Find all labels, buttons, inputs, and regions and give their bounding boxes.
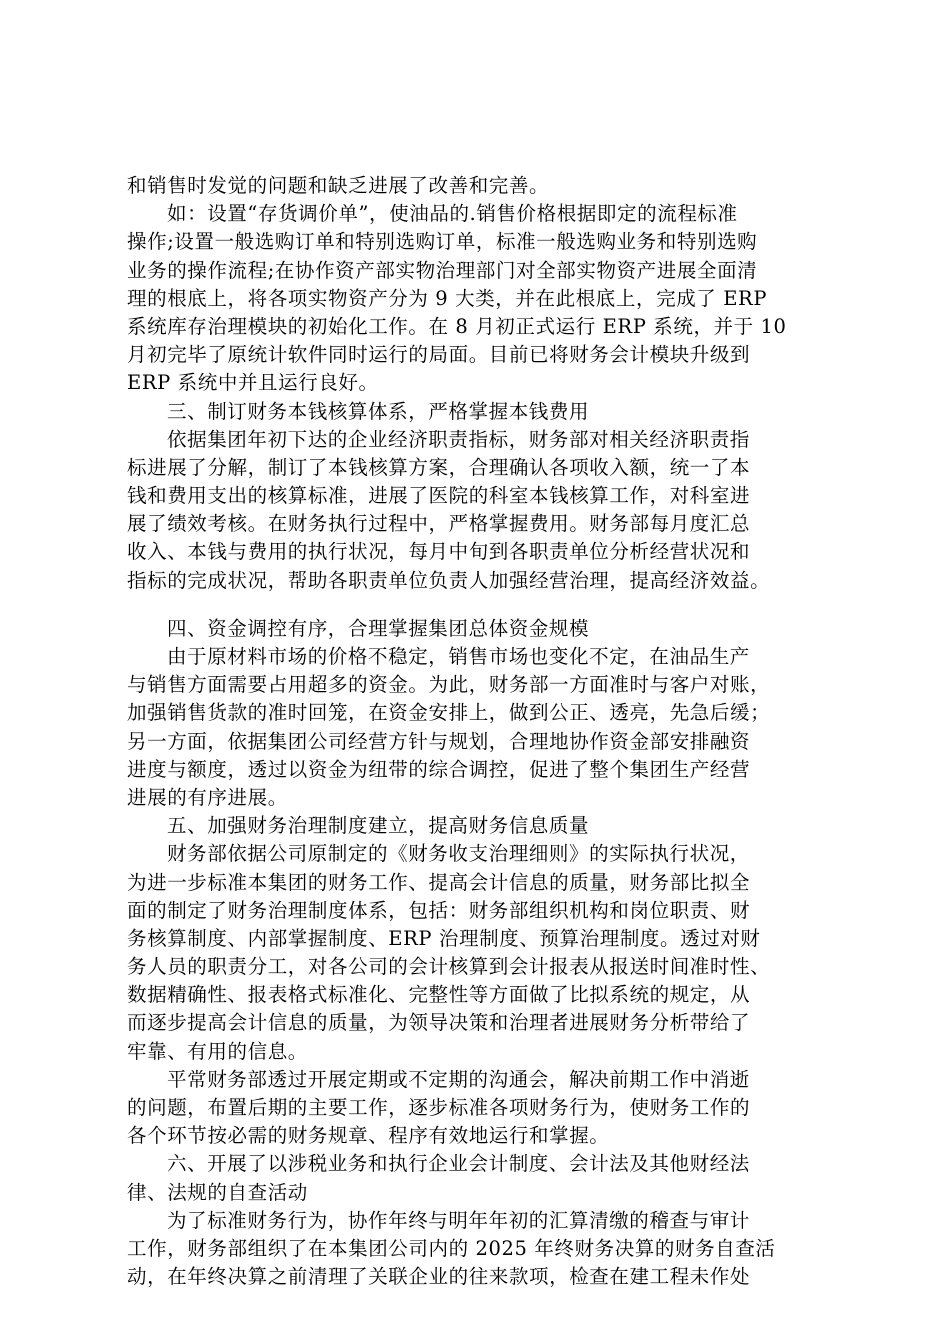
text-line: 收入、本钱与费用的执行状况，每月中旬到各职责单位分析经营状况和 [127, 540, 751, 564]
text-line: 动，在年终决算之前清理了关联企业的往来款项，检查在建工程未作处 [127, 1265, 751, 1289]
text-line: 标进展了分解，制订了本钱核算方案，合理确认各项收入额，统一了本 [127, 455, 751, 479]
text-line: 指标的完成状况，帮助各职责单位负责人加强经营治理，提高经济效益。 [127, 568, 771, 592]
text-line: 面的制定了财务治理制度体系，包括：财务部组织机构和岗位职责、财 [127, 898, 751, 922]
text-line: 各个环节按必需的财务规章、程序有效地运行和掌握。 [127, 1124, 610, 1148]
text-line: 业务的操作流程;在协作资产部实物治理部门对全部实物资产进展全面清 [127, 258, 758, 282]
document-body [127, 172, 852, 1291]
text-line: 而逐步提高会计信息的质量，为领导决策和治理者进展财务分析带给了 [127, 1011, 751, 1035]
text-line: 操作;设置一般选购订单和特别选购订单，标准一般选购业务和特别选购 [127, 230, 758, 254]
text-line: 由于原材料市场的价格不稳定，销售市场也变化不定，在油品生产 [167, 645, 750, 668]
text-line: 牢靠、有用的信息。 [127, 1039, 308, 1063]
text-line: 为了标准财务行为，协作年终与明年年初的汇算清缴的稽查与审计 [167, 1208, 750, 1232]
text-line: 务核算制度、内部掌握制度、ERP 治理制度、预算治理制度。透过对财 [127, 926, 761, 950]
text-line: 系统库存治理模块的初始化工作。在 8 月初正式运行 ERP 系统，并于 10 [127, 314, 787, 338]
text-line: 工作，财务部组织了在本集团公司内的 2025 年终财务决算的财务自查活 [127, 1236, 776, 1260]
text-line: 的问题，布置后期的主要工作，逐步标准各项财务行为，使财务工作的 [127, 1096, 751, 1119]
section-heading-continued: 律、法规的自查活动 [127, 1180, 308, 1204]
text-line: 进度与额度，透过以资金为纽带的综合调控，促进了整个集团生产经营 [127, 757, 751, 781]
section-heading: 六、开展了以涉税业务和执行企业会计制度、会计法及其他财经法 [167, 1152, 750, 1176]
section-heading: 五、加强财务治理制度建立，提高财务信息质量 [167, 814, 590, 838]
text-line: 和销售时发觉的问题和缺乏进展了改善和完善。 [127, 174, 550, 197]
text-line: 如：设置“存货调价单”，使油品的.销售价格根据即定的流程标准 [167, 202, 738, 226]
text-line: 平常财务部透过开展定期或不定期的沟通会，解决前期工作中消逝 [167, 1067, 750, 1091]
text-line: 财务部依据公司原制定的《财务收支治理细则》的实际执行状况， [167, 842, 750, 866]
text-line: 为进一步标准本集团的财务工作、提高会计信息的质量，财务部比拟全 [127, 870, 751, 894]
text-line: 数据精确性、报表格式标准化、完整性等方面做了比拟系统的规定，从 [127, 983, 751, 1007]
section-heading: 四、资金调控有序，合理掌握集团总体资金规模 [167, 616, 590, 640]
section-heading: 三、制订财务本钱核算体系，严格掌握本钱费用 [167, 399, 590, 423]
text-line: ERP 系统中并且运行良好。 [127, 371, 379, 395]
text-line: 展了绩效考核。在财务执行过程中，严格掌握费用。财务部每月度汇总 [127, 512, 751, 536]
text-line: 月初完毕了原统计软件同时运行的局面。目前已将财务会计模块升级到 [127, 343, 751, 367]
text-line: 加强销售货款的准时回笼，在资金安排上，做到公正、透亮，先急后缓； [127, 701, 771, 725]
text-line: 进展的有序进展。 [127, 785, 288, 809]
text-line: 务人员的职责分工，对各公司的会计核算到会计报表从报送时间准时性、 [127, 955, 771, 979]
text-line: 与销售方面需要占用超多的资金。为此，财务部一方面准时与客户对账， [127, 673, 771, 697]
text-line: 理的根底上，将各项实物资产分为 9 大类，并在此根底上，完成了 ERP [127, 286, 768, 310]
text-line: 依据集团年初下达的企业经济职责指标，财务部对相关经济职责指 [167, 427, 750, 451]
text-line: 钱和费用支出的核算标准，进展了医院的科室本钱核算工作，对科室进 [127, 484, 751, 508]
text-line: 另一方面，依据集团公司经营方针与规划，合理地协作资金部安排融资 [127, 729, 751, 753]
